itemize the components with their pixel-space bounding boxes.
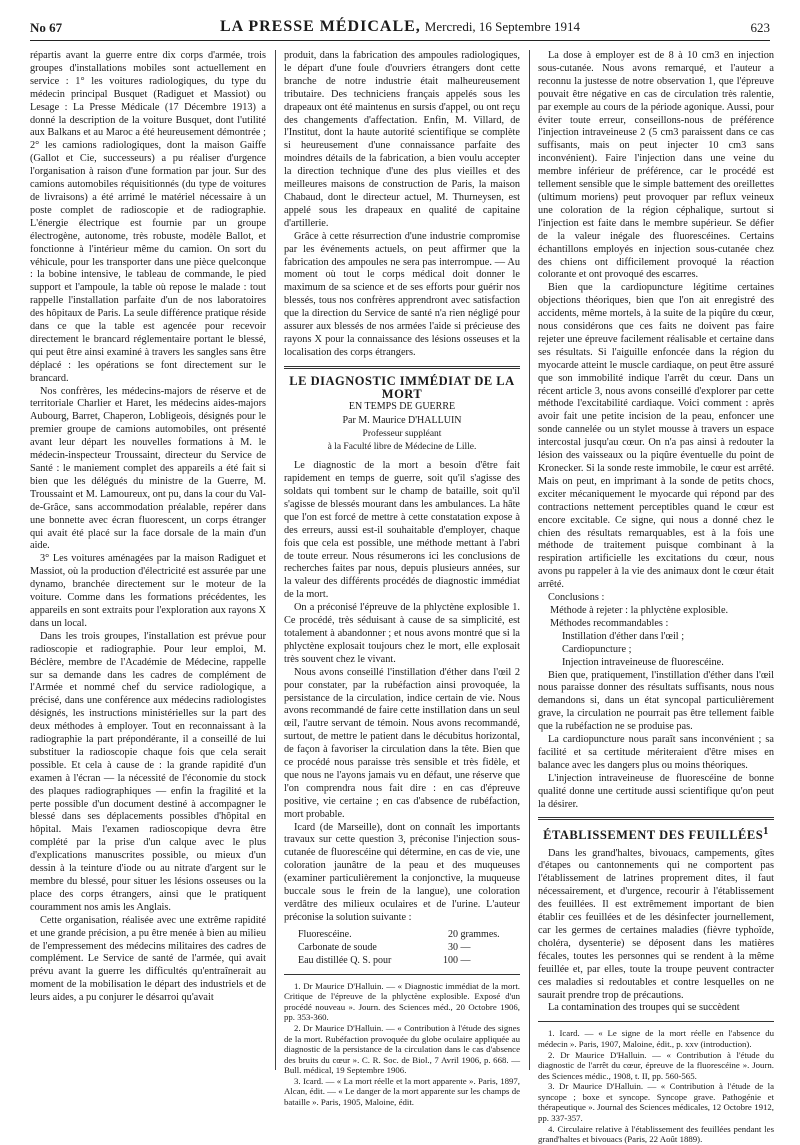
- paragraph: La contamination des troupes qui se succèdent: [548, 1002, 740, 1014]
- footnote: 2. Dr Maurice D'Halluin. — « Contribution à l'étude des signes de la mort. Rubéfaction provoquée du globe oculaire appliquée au diagnostic de la persistance de la circulation dans le cas d'absence des bruits du cœur ». C. R. Soc. de Biol., 7 Avril 1906, p. 668. — Bull. médical, 19 Septembre 1906.: [284, 1022, 520, 1076]
- article-divider: [284, 366, 520, 369]
- paragraph: La cardiopuncture nous paraît sans inconvénient ; sa facilité et sa certitude mériteraient d'être mises en balance avec les dangers plus ou moins théoriques.: [538, 734, 774, 771]
- formula-ingredient: Eau distillée Q. S. pour: [298, 954, 392, 966]
- article-author: Par M. Maurice D'HALLUIN: [342, 415, 462, 427]
- paragraph: Icard (de Marseille), dont on connaît les importants travaux sur cette question 3, préconise l'injection sous-cutanée de fluorescéine qui détermine, en cas de vie, une coloration jaunâtre de la peau et des muqueuses (examiner particulièrement la conjonctive, la muqueuse buccale sous le frein de la langue), une coloration verdâtre des milieux oculaires et de l'urine. L'auteur préconise la solution suivante :: [284, 821, 520, 923]
- paragraph: produit, dans la fabrication des ampoules radiologiques, le départ d'une foule d'ouvriers étrangers dont cette branche de notre industrie était malheureusement tributaire. Des techniciens français appelés sous les drapeaux ont été maintenus en sursis d'appel, ou ont reçu des changements d'affectation. Enfin, M. Villard, de l'Institut, dont la haute autorité scientifique se complète si heureusement d'une connaissance parfaite des moindres détails de la fabrication, a bien voulu accepter la direction technique d'une des plus vieilles et des meilleures maisons de construction de Paris, la maison Chabaud, dont le directeur actuel, M. Thurneysen, est appelé sous les drapeaux en qualité de capitaine d'artillerie.: [284, 50, 520, 229]
- paragraph: 3° Les voitures aménagées par la maison Radiguet et Massiot, où la production d'électricité est assurée par une dynamo, branchée directement sur le moteur de la voiture. Comme dans les formations précédentes, les appareils en sont extraits pour l'exploration aux rayons X dans un local.: [30, 553, 266, 629]
- formula-row: [298, 929, 520, 942]
- paragraph: Nos confrères, les médecins-majors de réserve et de territoriale Charlier et Haret, les médecins aides-majors Aubourg, Barret, Chaperon, Lobligeois, désignés pour le premier groupe de camions automobiles, ont présenté avant leur départ les nouvelles formations à M. le médecin-inspecteur Troussaint, directeur du Service de Santé : le maniement complet des appareils a été fait si bien que les délégués du ministre de la Guerre, M. Troussaint et M. Lamoureux, ont pu, dans la cour du Val-de-Grâce, sans accommodation préalable, repérer dans une bonnette avec écran fluorescent, un corps étranger qui avait été placé sur la face dorsale de la main d'un aide.: [30, 385, 266, 552]
- conclusion-recommended: Méthodes recommandables :: [550, 617, 669, 629]
- author-role-line: Professeur suppléant: [362, 429, 442, 440]
- footnote: 4. Circulaire relative à l'établissement des feuillées pendant les grand'haltes et bivouacs (Paris, 22 Août 1889).: [538, 1123, 774, 1145]
- paragraph: répartis avant la guerre entre dix corps d'armée, trois groupes d'installations mobiles sont actuellement en service : 1° les voitures radiologiques, du type du médecin principal Busquet (Radiguet et Massiot) ou Lesage : La Presse Médicale (17 Décembre 1913) a donné la description de la voiture Busquet, dont l'utilité aux Balkans et au Maroc a été heureusement démontrée ; 2° les camions radiologiques, dont la maison Gaiffe (Gallot et Cie, successeurs) a pu réaliser d'urgence l'organisation à raison d'une formation par jour. Sur des camions automobiles réquisitionnés (du type de voitures de livraisons) a été arrimé le matériel nécessaire à un poste complet de radioscopie et de radiographie. L'énergie électrique est fournie par un groupe électrogène, autonome, très robuste, modèle Ballot, et fonctionne à l'intérieur même du camion. On sort du véhicule, pour les transporter dans une pièce quelconque : la bobine intensive, le tableau de commande, le pied support et l'ampoule, la table où repose le malade : tout rappelle l'installation parfaite d'un de nos laboratoires des hôpitaux de Paris. La seule différence pratique réside dans ce que la table est agencée pour recevoir directement le brancard réglementaire portant le blessé, qui peut être ainsi examiné à travers les sangles sans être déplacé : les opérations se font directement sur le brancard.: [30, 50, 266, 384]
- article-title: LE DIAGNOSTIC IMMÉDIAT DE LA MORT: [289, 373, 515, 401]
- column-2: [284, 50, 520, 1108]
- author-role-line: à la Faculté libre de Médecine de Lille.: [327, 442, 477, 453]
- paragraph: Grâce à cette résurrection d'une industrie compromise par les événements actuels, on peut affirmer que la fabrication des ampoules ne sera pas interrompue. — Au moment où tout le corps médical doit donner le maximum de sa science et de ses efforts pour guérir nos blessés, tous nos confrères apprendront avec satisfaction que la direction du Service de santé n'a rien négligé pour assurer aux blessés de nos armées l'aide si précieuse des rayons X pour la connaissance des lésions osseuses et la localisation des corps étrangers.: [284, 230, 520, 358]
- formula-ingredient: Fluorescéine.: [298, 928, 352, 940]
- column-rule: [275, 50, 276, 1070]
- formula-quantity: 20: [448, 928, 458, 940]
- masthead: [30, 18, 770, 36]
- footnote: 3. Dr Maurice D'Halluin. — « Contribution à l'étude de la syncope ; boxe et syncope. Syncope grave. Pathogénie et thérapeutique ». Journal des Sciences médicales, 12 Octobre 1912, pp. 337-357.: [538, 1081, 774, 1124]
- footnote-divider: [538, 1021, 774, 1022]
- formula-row: [298, 942, 520, 955]
- conclusion-reject: Méthode à rejeter : la phlyctène explosible.: [550, 604, 729, 616]
- formula-table: [298, 929, 520, 968]
- paragraph: Bien que la cardiopuncture légitime certaines objections théoriques, bien que l'on ait enregistré des accidents, même mortels, à la suite de la piqûre du cœur, nous considérons que ces faits ne doivent pas faire rejeter une épreuve facilement réalisable et certaine dans ses résultats. Si l'aiguille enfoncée dans la région du myocarde atteint le muscle cardiaque, on peut être assuré que son immobilité indique l'arrêt du cœur. Dans un récent article 3, nous avons conseillé d'explorer par cette méthode l'excitabilité cardiaque. Voici comment : après avoir fait une petite incision de la peau, enfoncer une sonde cannelée ou un stylet mousse à travers un espace intercostal jusqu'au cœur. On n'a pas ainsi à redouter la lésion des vaisseaux ou la piqûre éventuelle du point de Kronecker. Si la sonde reste immobile, le cœur est arrêté. Mais on peut, en imprimant à la sonde de petits chocs, exciter mécaniquement le myocarde qui répond par des contractions nettement perceptibles quand le cœur est encore excitable. Ce signe, qui nous a donné chez le chien des résultats remarquables, est à la fois une méthode de traitement puisque combinant à la respiration artificielle les excitations du cœur, nous avons pu rappeler à la vie des animaux dont le cœur était arrêté.: [538, 282, 774, 591]
- paragraph: L'injection intraveineuse de fluorescéine de bonne qualité donne une certitude aussi scientifique qu'on peut la désirer.: [538, 772, 774, 810]
- paragraph: Dans les grand'haltes, bivouacs, campements, gîtes d'étapes ou cantonnements qui ne comportent pas l'établissement de latrines proprement dites, il faut nécessairement, et d'urgence, recourir à l'établissement des feuillées. Il est extrêmement important de bien établir ces feuillées et de les désinfecter journellement, car les germes de certaines maladies (fièvre typhoïde, choléra, dysenterie) se déposent dans les matières fécales, toutes les personnes qui se rendent à la même feuillée et, par elles, toute la troupe peuvent contracter ces maladies si redoutables et contre lesquelles on ne saurait prendre trop de précautions.: [538, 847, 774, 1001]
- paragraph: Nous avons conseillé l'instillation d'éther dans l'œil 2 pour constater, par la rubéfaction ainsi provoquée, la persistance de la circulation, indice certain de vie. Nous avons recommandé de faire cette instillation dans un seul œil, l'autre servant de témoin. Nous avons recommandé, surtout, de mettre le patient dans le décubitus horizontal, de façon à favoriser la circulation dans la tête. Bien que ce procédé nous paraisse très sensible et très fidèle, et que nous ne l'ayons jamais vu en défaut, une réserve que l'on comprendra nous fait dire : en cas d'épreuve positive, vie certaine ; en cas d'absence de rubéfaction, mort probable.: [284, 666, 520, 820]
- article-title: [538, 826, 774, 842]
- column-1: [30, 50, 266, 1070]
- article-divider: [538, 817, 774, 820]
- paragraph: La dose à employer est de 8 à 10 cm3 en injection sous-cutanée. Nous avons remarqué, et l'auteur a reconnu la justesse de notre observation 1, que l'épreuve pouvait être négative en cas de circulation très ralentie, par exemple au cours de la période agonique. Aussi, pour éviter toute erreur, conseillons-nous de préférence l'injection intraveineuse 2 (5 cm3 paraissent dans ce cas suffisants, mais on peut injecter 10 cm3 sans inconvénient). Faire l'injection dans une veine du membre inférieur de préférence, car le procédé est tellement sensible que le simple battement des oreillettes (ultimum moriens) peut provoquer par reflux veineux une coloration de la région céphalique, surtout si l'injection est faite dans le membre supérieur. Se défier de la valeur inégale des fluorescéines. Certains échantillons employés en injection sous-cutanée chez des chiens ont difficilement provoqué la réaction colorante et ont provoqué des escarres.: [538, 50, 774, 281]
- issue-number: No 67: [30, 20, 63, 35]
- formula-quantity: 30: [448, 941, 458, 953]
- formula-unit: —: [460, 941, 471, 953]
- paragraph: Dans les trois groupes, l'installation est prévue pour radioscopie et radiographie. Pour leur emploi, M. Béclère, membre de l'Académie de Médecine, rappelle sur sa demande dans les cadres de complément de l'Armée et nommé chef du service radiologique, a précisé, dans une conférence aux médecins radiologistes désignés, les instructions ministérielles sur la part des deux méthodes à employer. Tout en reconnaissant à la radiographie la part prépondérante, il a conseillé de lui substituer la radioscopie chaque fois que cela serait possible. Et cela à cause de : la grande rapidité d'un examen à l'écran — la nécessité de l'économie du stock des plaques radiographiques — enfin la fragilité et la perte possible d'un document destiné à accompagner le blessé dans ses déplacements possibles d'hôpital en hôpital. Mais l'examen radioscopique devra être complété par la prise d'un calque avec le plus d'explications manuscrites possible, ou mieux d'un dessin à la teinture d'iode ou au nitrate d'argent sur le membre du blessé, pour situer les lésions osseuses ou la place des corps étrangers, ainsi que le pratiquent couramment nos amis les Anglais.: [30, 630, 266, 913]
- column-rule: [529, 50, 530, 1070]
- article-title-text: ÉTABLISSEMENT DES FEUILLÉES: [543, 828, 764, 843]
- page-header: [30, 18, 770, 41]
- footnote: 1. Dr Maurice D'Halluin. — « Diagnostic immédiat de la mort. Critique de l'épreuve de la phlyctène explosible. Exposé d'un procédé nouveau ». Journ. des Sciences méd., 20 Octobre 1906, pp. 353-360.: [284, 980, 520, 1023]
- conclusion-item: Cardiopuncture ;: [562, 643, 632, 655]
- footnote: 2. Dr Maurice D'Halluin. — « Contribution à l'étude du diagnostic de l'arrêt du cœur, épreuve de la fluorescéine ». Journ. des Sciences médic., 1908, t. II, pp. 560-565.: [538, 1049, 774, 1081]
- column-3: [538, 50, 774, 1145]
- issue-date: Mercredi, 16 Septembre 1914: [424, 19, 581, 34]
- article-subtitle: EN TEMPS DE GUERRE: [348, 400, 456, 412]
- footnote-ref: 1: [763, 826, 769, 838]
- paragraph: Le diagnostic de la mort a besoin d'être fait rapidement en temps de guerre, soit qu'il s'agisse des soldats qui tombent sur le champ de bataille, soit qu'il s'agisse de blessés mourant dans les ambulances. La hâte que l'on est forcé de mettre à cette constatation expose à des erreurs, aussi est-il souhaitable d'employer, chaque fois que cela est possible, une méthode mettant à l'abri de toute erreur. Nous résumerons ici les conclusions de recherches faites par nous, depuis plusieurs années, sur la valeur des différents procédés de diagnostic immédiat de la mort.: [284, 460, 520, 601]
- paragraph: Cette organisation, réalisée avec une extrême rapidité et une grande précision, a pu être menée à bien au milieu de l'empressement des médecins militaires des cadres de complément. Le Service de santé de l'armée, qui avait prévu avant la guerre les difficultés qu'entraînerait au moment de la mobilisation le départ des industriels et de leurs aides, a pu conjurer le désarroi qu'avait: [30, 914, 266, 1004]
- author-role: [284, 428, 520, 454]
- journal-title: LA PRESSE MÉDICALE,: [219, 18, 421, 35]
- formula-unit: —: [460, 954, 471, 966]
- conclusion-item: Instillation d'éther dans l'œil ;: [562, 630, 685, 642]
- footnote-divider: [284, 974, 520, 975]
- footnote: 1. Icard. — « Le signe de la mort réelle en l'absence du médecin ». Paris, 1907, Maloine, édit., p. xxv (introduction).: [538, 1028, 774, 1049]
- conclusion-item: Injection intraveineuse de fluorescéine.: [562, 656, 724, 668]
- formula-quantity: 100: [443, 954, 458, 966]
- page-number: 623: [750, 20, 770, 35]
- paragraph: On a préconisé l'épreuve de la phlyctène explosible 1. Ce procédé, très séduisant à cause de sa simplicité, est totalement à abandonner ; et nous avons montré que si la phlyctène explosait toujours chez le mort, elle explosait très souvent chez le vivant.: [284, 602, 520, 665]
- formula-unit: grammes.: [460, 928, 500, 940]
- footnote: 3. Icard. — « La mort réelle et la mort apparente ». Paris, 1897, Alcan, édit. — « Le danger de la mort apparente sur les champs de bataille ». Paris, 1905, Maloine, édit.: [284, 1075, 520, 1108]
- formula-row: [298, 955, 520, 968]
- conclusions-heading: Conclusions :: [548, 592, 605, 604]
- formula-ingredient: Carbonate de soude: [298, 941, 377, 953]
- paragraph: Bien que, pratiquement, l'instillation d'éther dans l'œil nous paraisse donner des résultats suffisants, nous nous demandons si, dans un état syncopal particulièrement grave, la circulation ne pourrait pas être tellement faible que la rubéfaction ne se produise pas.: [538, 669, 774, 733]
